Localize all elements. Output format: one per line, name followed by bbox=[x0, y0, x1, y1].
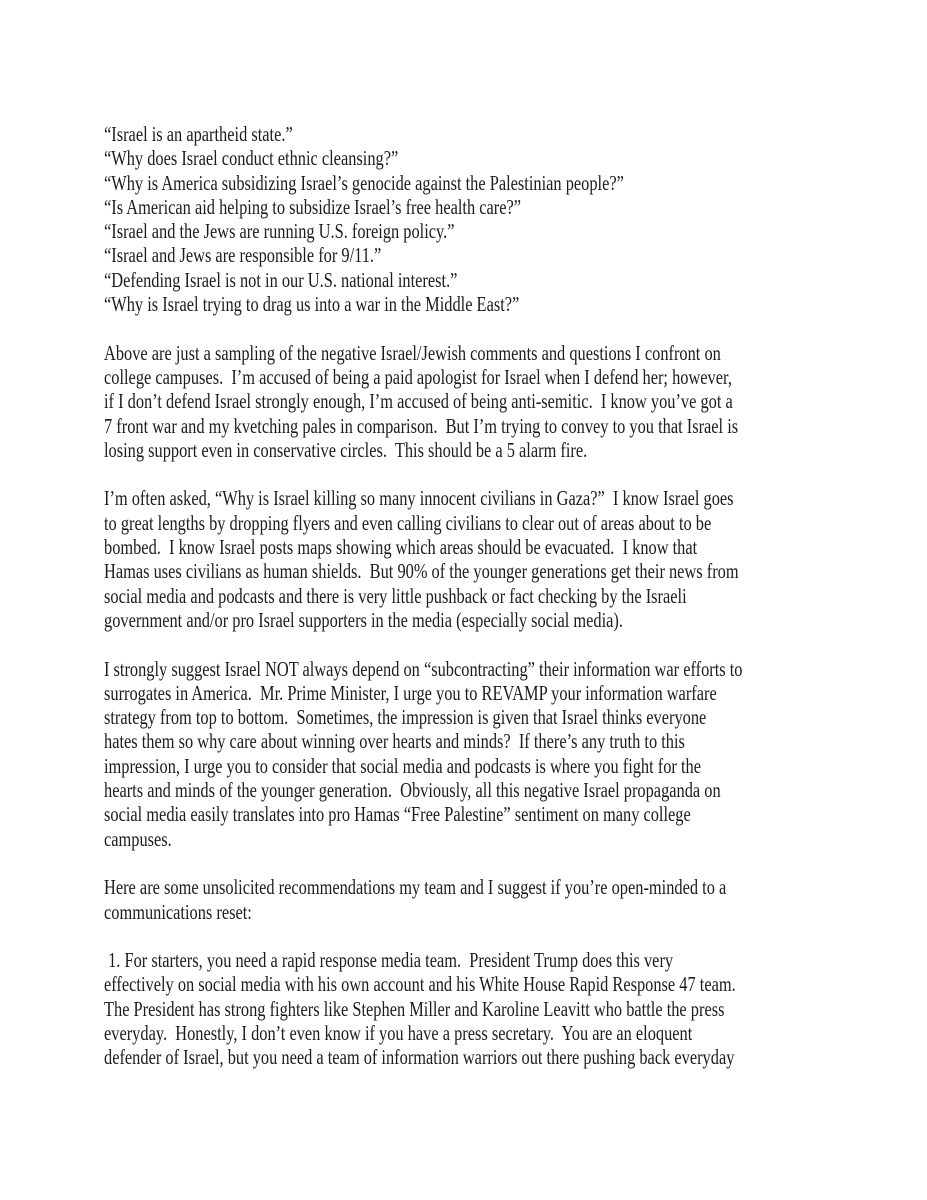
text-line: defender of Israel, but you need a team of information warriors out there pushing back everyday bbox=[104, 1045, 735, 1070]
text-line: Hamas uses civilians as human shields. But 90% of the younger generations get their news from bbox=[104, 559, 739, 584]
text-line: surrogates in America. Mr. Prime Minister, I urge you to REVAMP your information warfare bbox=[104, 680, 717, 705]
text-line: hates them so why care about winning over hearts and minds? If there’s any truth to this bbox=[104, 729, 685, 754]
text-line: 1. For starters, you need a rapid response media team. President Trump does this very bbox=[104, 948, 674, 973]
paragraph-4 bbox=[104, 875, 900, 924]
text-line: strategy from top to bottom. Sometimes, the impression is given that Israel thinks everyone bbox=[104, 705, 707, 730]
text-line: campuses. bbox=[104, 826, 172, 851]
text-line: social media and podcasts and there is very little pushback or fact checking by the Israeli bbox=[104, 583, 687, 608]
paragraph-2 bbox=[104, 486, 900, 632]
paragraph-3 bbox=[104, 657, 900, 851]
letter-body bbox=[104, 122, 900, 1070]
text-line: communications reset: bbox=[104, 899, 252, 924]
quote-block bbox=[104, 122, 900, 316]
text-line: effectively on social media with his own account and his White House Rapid Response 47 team. bbox=[104, 972, 736, 997]
text-line: I strongly suggest Israel NOT always depend on “subcontracting” their information war efforts to bbox=[104, 656, 743, 681]
text-line: government and/or pro Israel supporters in the media (especially social media). bbox=[104, 607, 623, 632]
text-line: Here are some unsolicited recommendations my team and I suggest if you’re open-minded to a bbox=[104, 875, 727, 900]
quote-line: “Israel and the Jews are running U.S. foreign policy.” bbox=[104, 219, 455, 244]
text-line: college campuses. I’m accused of being a paid apologist for Israel when I defend her; however, bbox=[104, 364, 732, 389]
text-line: 7 front war and my kvetching pales in comparison. But I’m trying to convey to you that Israel is bbox=[104, 413, 739, 438]
text-line: impression, I urge you to consider that social media and podcasts is where you fight for the bbox=[104, 753, 701, 778]
quote-line: “Is American aid helping to subsidize Israel’s free health care?” bbox=[104, 194, 522, 219]
quote-line: “Why is Israel trying to drag us into a war in the Middle East?” bbox=[104, 292, 520, 317]
text-line: if I don’t defend Israel strongly enough, I’m accused of being anti-semitic. I know you’ve got a bbox=[104, 389, 733, 414]
quote-line: “Why does Israel conduct ethnic cleansing?” bbox=[104, 146, 399, 171]
text-line: hearts and minds of the younger generation. Obviously, all this negative Israel propaganda on bbox=[104, 778, 721, 803]
quote-line: “Israel and Jews are responsible for 9/11.” bbox=[104, 243, 382, 268]
text-line: to great lengths by dropping flyers and even calling civilians to clear out of areas about to be bbox=[104, 510, 712, 535]
text-line: The President has strong fighters like Stephen Miller and Karoline Leavitt who battle the press bbox=[104, 996, 725, 1021]
quote-line: “Why is America subsidizing Israel’s genocide against the Palestinian people?” bbox=[104, 170, 624, 195]
text-line: losing support even in conservative circles. This should be a 5 alarm fire. bbox=[104, 437, 588, 462]
text-line: everyday. Honestly, I don’t even know if you have a press secretary. You are an eloquent bbox=[104, 1020, 693, 1045]
text-line: Above are just a sampling of the negative Israel/Jewish comments and questions I confront on bbox=[104, 340, 721, 365]
text-line: I’m often asked, “Why is Israel killing so many innocent civilians in Gaza?” I know Israel goes bbox=[104, 486, 734, 511]
paragraph-5-list-item-1 bbox=[104, 948, 900, 1069]
paragraph-1 bbox=[104, 341, 900, 462]
text-line: bombed. I know Israel posts maps showing which areas should be evacuated. I know that bbox=[104, 535, 698, 560]
quote-line: “Defending Israel is not in our U.S. national interest.” bbox=[104, 267, 458, 292]
text-line: social media easily translates into pro Hamas “Free Palestine” sentiment on many college bbox=[104, 802, 691, 827]
quote-line: “Israel is an apartheid state.” bbox=[104, 122, 293, 146]
